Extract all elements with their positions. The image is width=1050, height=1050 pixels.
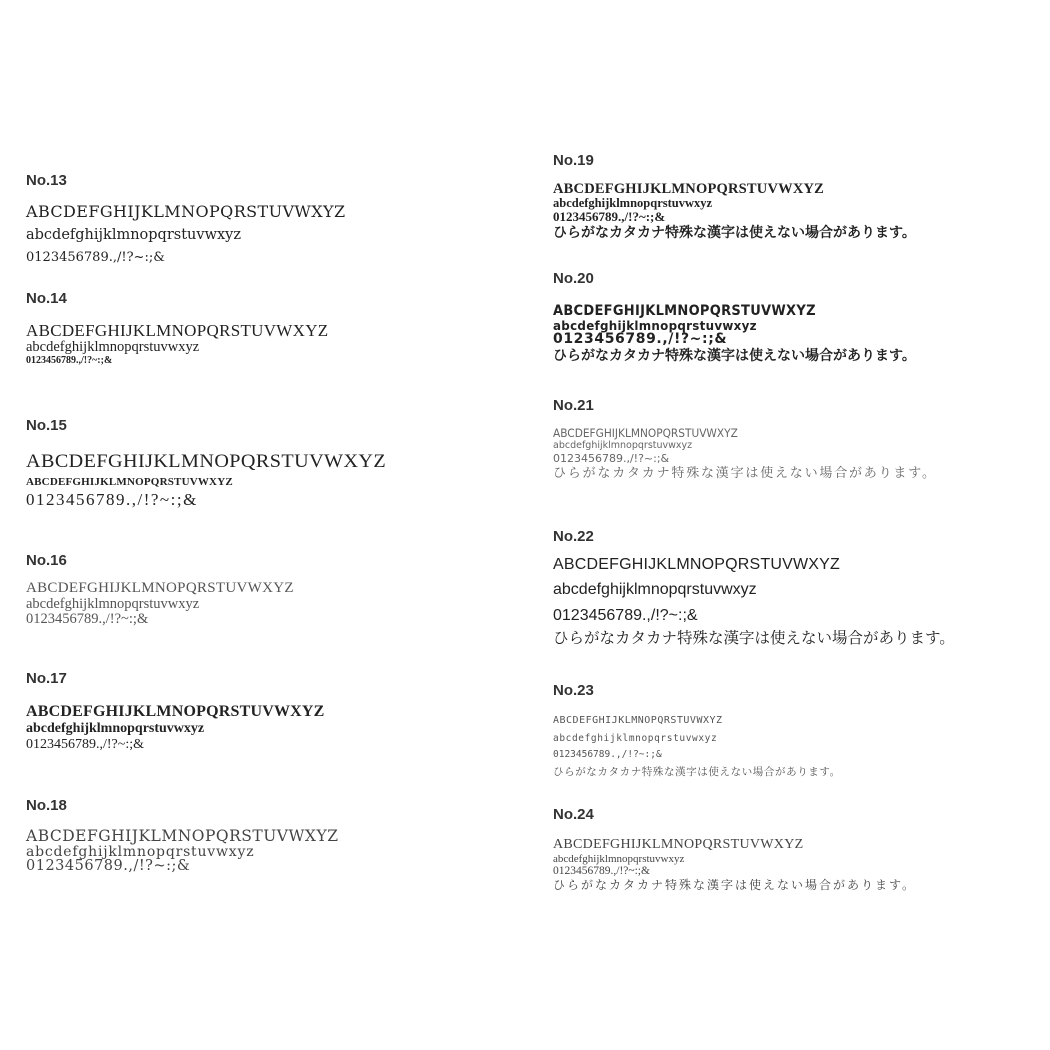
digits-symbols-line: 0123456789.,/!?~:;& — [26, 250, 165, 265]
japanese-line: ひらがなカタカナ特殊な漢字は使えない場合があります。 — [553, 466, 937, 481]
font-sample-18 — [26, 797, 338, 874]
sample-label: No.24 — [553, 806, 594, 823]
sample-label: No.17 — [26, 670, 67, 687]
uppercase-line: ABCDEFGHIJKLMNOPQRSTUVWXYZ — [553, 303, 816, 319]
sample-label: No.14 — [26, 290, 67, 307]
font-sample-13 — [26, 172, 346, 269]
uppercase-line: ABCDEFGHIJKLMNOPQRSTUVWXYZ — [553, 181, 825, 197]
digits-symbols-line: 0123456789.,/!?~:;& — [553, 607, 698, 624]
font-sample-19 — [553, 152, 916, 242]
font-sample-23 — [553, 682, 841, 781]
sample-label: No.23 — [553, 682, 594, 699]
lowercase-line: abcdefghijklmnopqrstuvwxyz — [553, 318, 757, 333]
japanese-line: ひらがなカタカナ特殊な漢字は使えない場合があります。 — [553, 630, 955, 647]
digits-symbols-line: 0123456789.,/!?~:;& — [26, 611, 149, 627]
japanese-line: ひらがなカタカナ特殊な漢字は使えない場合があります。 — [553, 348, 916, 364]
sample-label: No.13 — [26, 172, 67, 189]
sample-label: No.19 — [553, 152, 594, 169]
font-sample-17 — [26, 670, 325, 753]
sample-label: No.16 — [26, 552, 67, 569]
sample-label: No.18 — [26, 797, 67, 814]
small-caps-line: ABCDEFGHIJKLMNOPQRSTUVWXYZ — [26, 476, 233, 488]
sample-label: No.22 — [553, 528, 594, 545]
japanese-line: ひらがなカタカナ特殊な漢字は使えない場合があります。 — [553, 878, 917, 892]
digits-symbols-line: 0123456789.,/!?~:;& — [26, 737, 145, 752]
digits-symbols-line: 0123456789.,/!?~:;& — [553, 865, 650, 877]
uppercase-line: ABCDEFGHIJKLMNOPQRSTUVWXYZ — [26, 580, 294, 596]
sample-label: No.21 — [553, 397, 594, 414]
uppercase-line: ABCDEFGHIJKLMNOPQRSTUVWXYZ — [26, 827, 339, 845]
lowercase-line: abcdefghijklmnopqrstuvwxyz — [553, 581, 757, 598]
lowercase-line: abcdefghijklmnopqrstuvwxyz — [553, 196, 713, 210]
uppercase-line: ABCDEFGHIJKLMNOPQRSTUVWXYZ — [553, 426, 738, 440]
font-sample-20 — [553, 270, 916, 365]
lowercase-line: abcdefghijklmnopqrstuvwxyz — [26, 844, 255, 860]
digits-symbols-line: 0123456789.,/!?~:;& — [26, 355, 113, 366]
sample-label: No.20 — [553, 270, 594, 287]
uppercase-line: ABCDEFGHIJKLMNOPQRSTUVWXYZ — [553, 556, 841, 573]
uppercase-line: ABCDEFGHIJKLMNOPQRSTUVWXYZ — [26, 321, 329, 340]
uppercase-line: ABCDEFGHIJKLMNOPQRSTUVWXYZ — [26, 202, 346, 221]
uppercase-line: ABCDEFGHIJKLMNOPQRSTUVWXYZ — [553, 715, 723, 726]
digits-symbols-line: 0123456789.,/!?~:;& — [553, 452, 670, 465]
japanese-line: ひらがなカタカナ特殊な漢字は使えない場合があります。 — [553, 225, 916, 241]
lowercase-line: abcdefghijklmnopqrstuvwxyz — [553, 733, 718, 744]
digits-symbols-line: 0123456789.,/!?~:;& — [26, 858, 191, 874]
lowercase-line: abcdefghijklmnopqrstuvwxyz — [26, 721, 205, 736]
digits-symbols-line: 0123456789.,/!?~:;& — [553, 331, 728, 347]
uppercase-line: ABCDEFGHIJKLMNOPQRSTUVWXYZ — [26, 703, 325, 720]
sample-label: No.15 — [26, 417, 67, 434]
japanese-line: ひらがなカタカナ特殊な漢字は使えない場合があります。 — [553, 766, 841, 778]
font-sample-24 — [553, 806, 916, 893]
font-sample-22 — [553, 528, 955, 650]
digits-symbols-line: 0123456789.,/!?~:;& — [553, 749, 662, 760]
digits-symbols-line: 0123456789.,/!?~:;& — [553, 209, 666, 224]
lowercase-line: abcdefghijklmnopqrstuvwxyz — [553, 440, 693, 451]
font-sample-15 — [26, 417, 387, 510]
lowercase-line: abcdefghijklmnopqrstuvwxyz — [26, 596, 200, 612]
uppercase-line: ABCDEFGHIJKLMNOPQRSTUVWXYZ — [553, 837, 804, 852]
lowercase-line: abcdefghijklmnopqrstuvwxyz — [553, 853, 685, 865]
lowercase-line: abcdefghijklmnopqrstuvwxyz — [26, 339, 200, 355]
uppercase-line: ABCDEFGHIJKLMNOPQRSTUVWXYZ — [26, 451, 387, 472]
digits-symbols-line: 0123456789.,/!?~:;& — [26, 490, 198, 509]
font-sample-21 — [553, 397, 937, 482]
lowercase-line: abcdefghijklmnopqrstuvwxyz — [26, 227, 241, 243]
font-sample-14 — [26, 290, 328, 368]
font-sample-16 — [26, 552, 294, 628]
